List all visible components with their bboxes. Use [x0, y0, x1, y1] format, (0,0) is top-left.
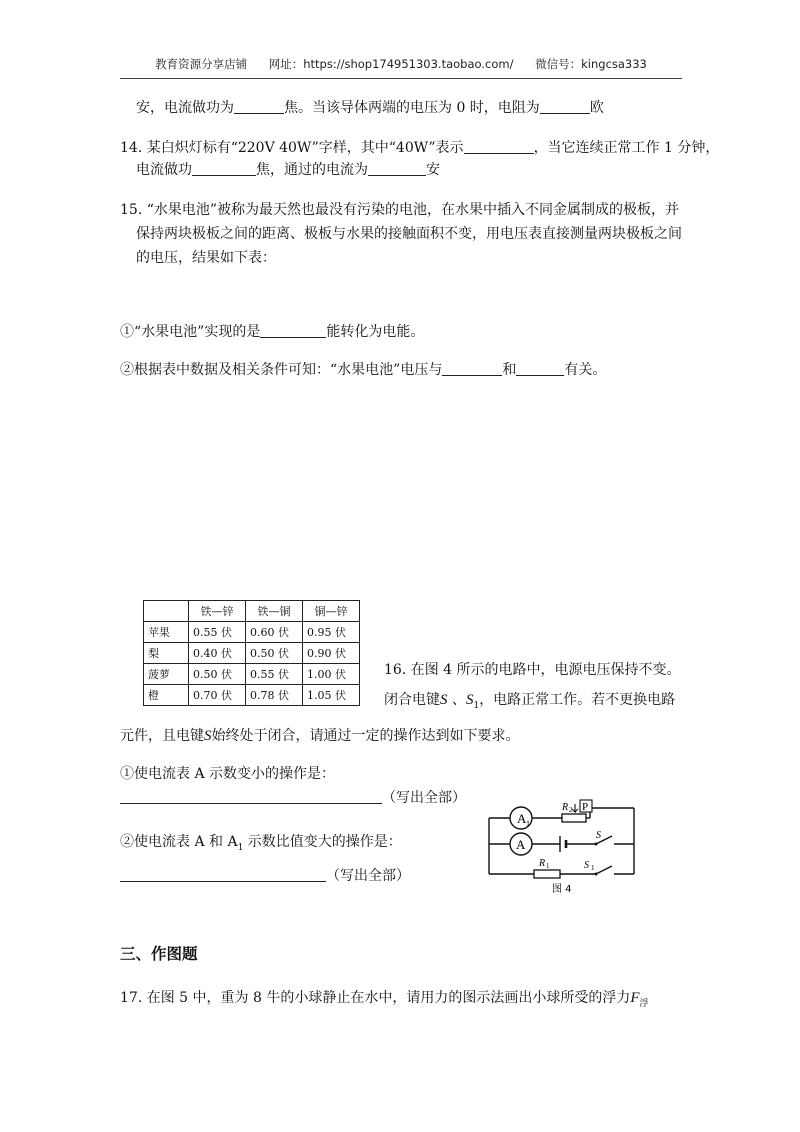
ammeter-a1-icon	[510, 807, 532, 829]
table-row	[144, 622, 360, 643]
wechat-id: 微信号：kingcsa333	[535, 57, 647, 71]
table-cell: 0.60 伏	[246, 622, 303, 643]
table-cell: 0.55 伏	[246, 664, 303, 685]
switch-s1-icon	[584, 860, 612, 876]
switch-s-icon	[595, 830, 613, 846]
svg-text:R: R	[562, 802, 569, 813]
svg-text:2: 2	[569, 806, 573, 814]
shop-url: 网址：https://shop174951303.taobao.com/	[268, 57, 514, 71]
svg-text:1: 1	[526, 819, 530, 828]
q14-line-2: 电流做功 焦，通过的电流为 安	[136, 162, 440, 178]
svg-text:A: A	[516, 837, 526, 852]
q15-line-1: 15. “水果电池”被称为最天然也最没有污染的电池，在水果中插入不同金属制成的极板，并	[120, 202, 680, 218]
page-header	[120, 56, 682, 79]
svg-text:1: 1	[546, 862, 550, 870]
svg-text:S: S	[596, 830, 601, 841]
table-cell: 0.95 伏	[303, 622, 360, 643]
table-cell: 0.90 伏	[303, 643, 360, 664]
table-cell: 0.55 伏	[189, 622, 246, 643]
figure-caption: 图 4	[552, 884, 572, 895]
section-title: 三、作图题	[120, 945, 198, 963]
table-row	[144, 685, 360, 706]
table-header-row	[144, 601, 360, 622]
table-cell: 0.70 伏	[189, 685, 246, 706]
table-cell: 1.00 伏	[303, 664, 360, 685]
q16-answer-line-2: （写出全部）	[120, 866, 410, 886]
ammeter-a-icon	[510, 833, 532, 855]
table-header-cell: 铜—锌	[303, 601, 360, 622]
shop-name: 教育资源分享店铺	[155, 57, 248, 71]
circuit-figure-4	[484, 796, 644, 898]
q16-line-1: 16. 在图 4 所示的电路中，电源电压保持不变。	[384, 662, 681, 678]
q13-line: 安，电流做功为 焦。当该导体两端的电压为 0 时，电阻为 欧	[136, 100, 604, 116]
answer-blank[interactable]	[234, 99, 284, 114]
q16-line-2: 闭合电键S 、$S_1$，电路正常工作。若不更换电路	[384, 692, 676, 711]
table-cell: 0.50 伏	[189, 664, 246, 685]
table-header-cell	[144, 601, 189, 622]
table-row	[144, 664, 360, 685]
svg-text:P: P	[582, 801, 589, 813]
answer-blank[interactable]	[192, 161, 256, 176]
q16-line-3: 元件，且电键S始终处于闭合，请通过一定的操作达到如下要求。	[120, 728, 520, 744]
q15-line-3: 的电压，结果如下表：	[136, 250, 276, 266]
q15-subquestion-1: ①“水果电池”实现的是 能转化为电能。	[120, 324, 425, 340]
table-cell: 0.50 伏	[246, 643, 303, 664]
table-cell: 梨	[144, 643, 189, 664]
table-cell: 0.40 伏	[189, 643, 246, 664]
table-header-cell: 铁—锌	[189, 601, 246, 622]
answer-blank[interactable]	[120, 867, 326, 882]
table-cell: 菠萝	[144, 664, 189, 685]
answer-blank[interactable]	[516, 361, 564, 376]
answer-blank[interactable]	[464, 139, 534, 154]
table-cell: 苹果	[144, 622, 189, 643]
answer-blank[interactable]	[442, 361, 502, 376]
svg-text:A: A	[517, 811, 527, 826]
q14-line-1: 14. 某白炽灯标有“220V 40W”字样，其中“40W”表示 ，当它连续正常工作 1 分钟，	[120, 140, 720, 156]
battery-icon	[560, 836, 566, 852]
q16-subquestion-2: ②使电流表 A 和 $A_1$ 示数比值变大的操作是：	[120, 834, 402, 853]
q16-answer-line-1: （写出全部）	[120, 788, 466, 808]
table-cell: 0.78 伏	[246, 685, 303, 706]
table-header-cell: 铁—铜	[246, 601, 303, 622]
rheostat-r2-icon	[561, 800, 592, 822]
svg-text:R: R	[539, 858, 546, 869]
q15-subquestion-2: ②根据表中数据及相关条件可知：“水果电池”电压与 和 有关。	[120, 362, 607, 378]
answer-blank[interactable]	[260, 323, 326, 338]
fruit-battery-table	[143, 600, 360, 706]
table-row	[144, 643, 360, 664]
resistor-r1-icon	[534, 858, 560, 878]
table-cell: 1.05 伏	[303, 685, 360, 706]
answer-blank[interactable]	[540, 99, 590, 114]
table-cell: 橙	[144, 685, 189, 706]
svg-text:1: 1	[591, 864, 595, 872]
q15-line-2: 保持两块极板之间的距离、极板与水果的接触面积不变，用电压表直接测量两块极板之间	[136, 226, 682, 242]
svg-text:S: S	[584, 860, 589, 871]
answer-blank[interactable]	[120, 789, 382, 804]
q16-subquestion-1: ①使电流表 A 示数变小的操作是：	[120, 766, 336, 782]
q17-line: 17. 在图 5 中，重为 8 牛的小球静止在水中，请用力的图示法画出小球所受的浮力$F_浮$	[120, 990, 649, 1009]
answer-blank[interactable]	[368, 161, 426, 176]
